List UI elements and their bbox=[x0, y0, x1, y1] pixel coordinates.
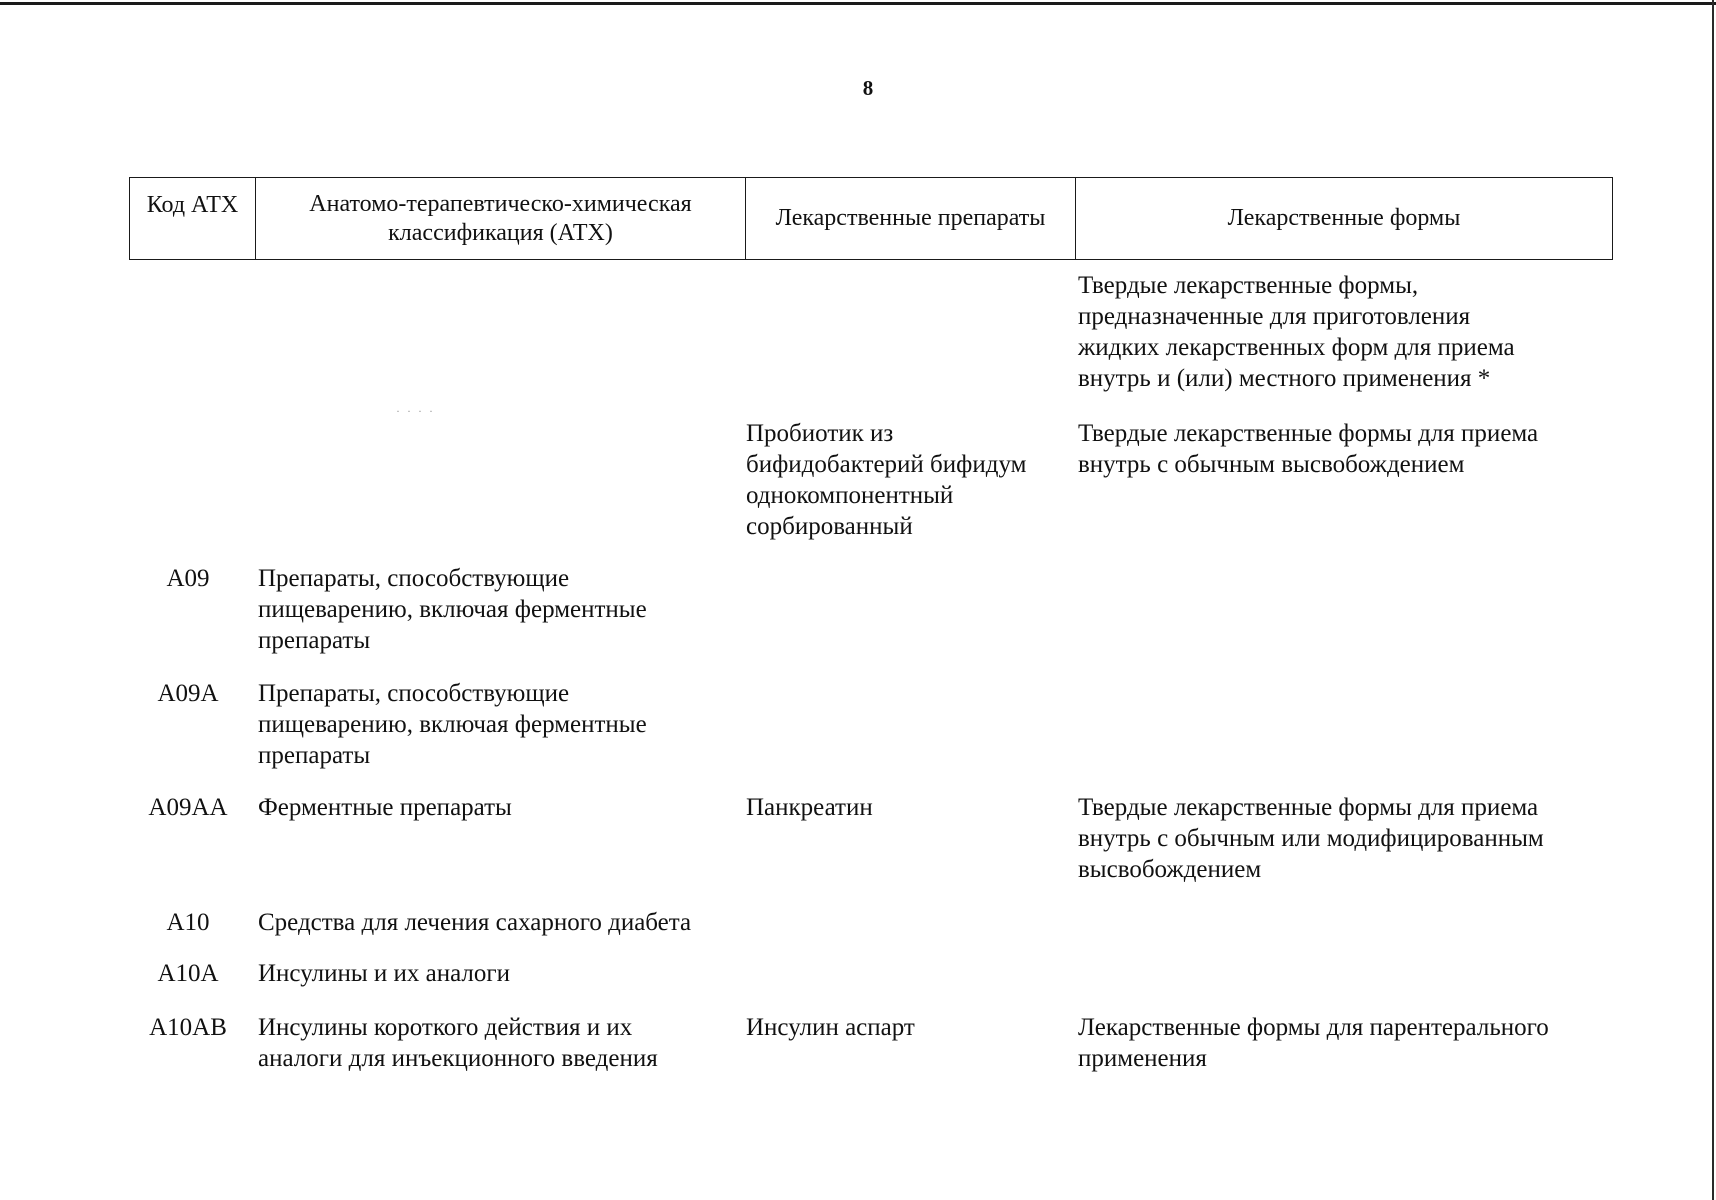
row-4-code: A09AA bbox=[148, 794, 228, 821]
row-4-form: Твердые лекарственные формы для приема внутрь с обычным или модифицированным высвобождением bbox=[1078, 794, 1544, 883]
row-5-classification: Средства для лечения сахарного диабета bbox=[258, 909, 692, 936]
row-6-code: A10A bbox=[157, 960, 219, 987]
row-4-drug: Панкреатин bbox=[746, 794, 873, 821]
top-border-line bbox=[0, 2, 1716, 5]
row-5-code: A10 bbox=[166, 909, 210, 936]
row-3-classification: Препараты, способствующие пищеварению, включая ферментные препараты bbox=[258, 680, 647, 769]
table-header bbox=[129, 177, 1613, 260]
header-forms: Лекарственные формы bbox=[1227, 205, 1461, 231]
row-7-code: A10AB bbox=[149, 1014, 227, 1041]
row-6-classification: Инсулины и их аналоги bbox=[258, 960, 511, 987]
row-7-drug: Инсулин аспарт bbox=[746, 1014, 915, 1041]
right-border-line bbox=[1712, 0, 1714, 1200]
scan-speck: · · · · bbox=[396, 404, 435, 418]
row-7-classification: Инсулины короткого действия и их аналоги для инъекционного введения bbox=[258, 1014, 658, 1072]
row-7-form: Лекарственные формы для парентерального применения bbox=[1078, 1014, 1549, 1072]
row-2-classification: Препараты, способствующие пищеварению, включая ферментные препараты bbox=[258, 565, 647, 654]
row-4-classification: Ферментные препараты bbox=[258, 794, 512, 821]
header-code: Код АТХ bbox=[130, 178, 256, 259]
row-3-code: A09A bbox=[157, 680, 219, 707]
header-drugs: Лекарственные препараты bbox=[746, 178, 1076, 259]
page-number: 8 bbox=[862, 76, 874, 100]
row-1-form: Твердые лекарственные формы для приема внутрь с обычным высвобождением bbox=[1078, 420, 1539, 478]
row-1-drug: Пробиотик из бифидобактерий бифидум однокомпонентный сорбированный bbox=[746, 420, 1027, 540]
header-classification: Анатомо-терапевтическо-химическая классификация (АТХ) bbox=[256, 178, 746, 259]
row-2-code: A09 bbox=[166, 565, 210, 592]
row-0-form: Твердые лекарственные формы, предназначенные для приготовления жидких лекарственных форм для приема внутрь и (или) местного применения * bbox=[1078, 272, 1515, 392]
